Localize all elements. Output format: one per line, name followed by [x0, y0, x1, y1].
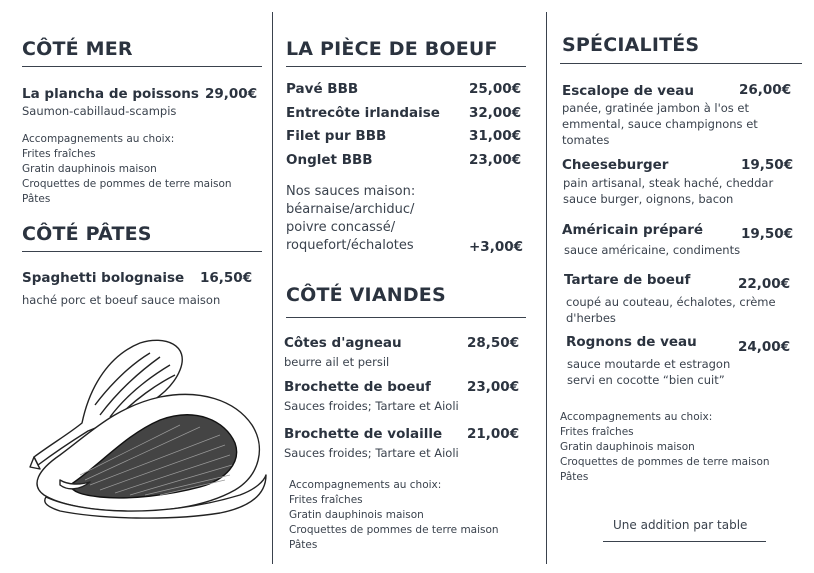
- sides-title: Accompagnements au choix:: [22, 133, 175, 145]
- desc-line: coupé au couteau, échalotes, crème: [566, 295, 776, 309]
- menu-item-price: 24,00€: [738, 339, 791, 355]
- menu-item-price: 23,00€: [469, 152, 522, 168]
- menu-item-desc: Saumon-cabillaud-scampis: [22, 104, 177, 118]
- sauces-line: béarnaise/archiduc/: [286, 202, 415, 217]
- side-item: Gratin dauphinois maison: [289, 509, 424, 521]
- desc-line: servi en cocotte “bien cuit”: [567, 373, 725, 387]
- menu-item-price: 22,00€: [738, 276, 791, 292]
- side-item: Croquettes de pommes de terre maison: [289, 524, 499, 536]
- title-underline: [22, 66, 262, 67]
- footer-note: Une addition par table: [613, 518, 748, 532]
- menu-item-price: 29,00€: [205, 86, 258, 102]
- menu-item-price: 19,50€: [741, 226, 794, 242]
- menu-item-price: 23,00€: [467, 379, 520, 395]
- menu-item-name: Brochette de boeuf: [284, 379, 431, 395]
- section-title-cote-mer: CÔTÉ MER: [22, 38, 133, 60]
- section-title-cote-viandes: CÔTÉ VIANDES: [286, 284, 446, 306]
- column-divider-left: [272, 12, 273, 564]
- menu-item-price: 32,00€: [469, 105, 522, 121]
- side-item: Frites fraîches: [560, 426, 634, 438]
- section-title-specialites: SPÉCIALITÉS: [562, 34, 700, 56]
- meat-illustration: [20, 335, 270, 520]
- sides-title: Accompagnements au choix:: [560, 411, 713, 423]
- sauces-line: roquefort/échalotes: [286, 238, 414, 253]
- side-item: Pâtes: [22, 193, 51, 205]
- sauces-price: +3,00€: [469, 239, 524, 255]
- menu-item-name: Tartare de boeuf: [564, 272, 691, 288]
- title-underline: [560, 63, 802, 64]
- desc-line: tomates: [562, 133, 610, 147]
- menu-item-name: Onglet BBB: [286, 152, 373, 168]
- menu-item-name: Brochette de volaille: [284, 426, 443, 442]
- menu-item-price: 25,00€: [469, 81, 522, 97]
- menu-item-name: Cheeseburger: [562, 157, 669, 173]
- desc-line: panée, gratinée jambon à l'os et: [562, 101, 750, 115]
- menu-item-desc: Sauces froides; Tartare et Aioli: [284, 446, 459, 460]
- menu-item-price: 31,00€: [469, 128, 522, 144]
- sides-block: [289, 478, 499, 553]
- title-underline: [286, 317, 526, 318]
- desc-line: pain artisanal, steak haché, cheddar: [563, 176, 774, 190]
- title-underline: [286, 66, 526, 67]
- side-item: Frites fraîches: [289, 494, 363, 506]
- sauces-line: Nos sauces maison:: [286, 184, 416, 199]
- sides-block: [22, 132, 232, 207]
- menu-item-name: Filet pur BBB: [286, 128, 387, 144]
- desc-line: emmental, sauce champignons et: [562, 117, 758, 131]
- menu-item-desc: haché porc et boeuf sauce maison: [22, 293, 221, 307]
- menu-item-name: La plancha de poissons: [22, 86, 199, 102]
- menu-item-name: Spaghetti bolognaise: [22, 270, 185, 286]
- side-item: Pâtes: [289, 539, 318, 551]
- footer-underline: [603, 541, 766, 542]
- sides-title: Accompagnements au choix:: [289, 479, 442, 491]
- menu-item-name: Rognons de veau: [566, 334, 697, 350]
- desc-line: sauce burger, oignons, bacon: [563, 192, 734, 206]
- menu-item-desc: [563, 175, 773, 207]
- section-title-piece-de-boeuf: LA PIÈCE DE BOEUF: [286, 38, 498, 60]
- side-item: Croquettes de pommes de terre maison: [560, 456, 770, 468]
- sides-block: [560, 410, 770, 485]
- side-item: Gratin dauphinois maison: [22, 163, 157, 175]
- menu-item-price: 28,50€: [467, 335, 520, 351]
- menu-item-desc: [564, 242, 740, 258]
- menu-item-desc: [562, 100, 758, 148]
- section-title-cote-pates: CÔTÉ PÂTES: [22, 223, 152, 245]
- desc-line: d'herbes: [566, 311, 616, 325]
- side-item: Croquettes de pommes de terre maison: [22, 178, 232, 190]
- menu-item-price: 16,50€: [200, 270, 253, 286]
- menu-item-name: Américain préparé: [562, 222, 704, 238]
- desc-line: sauce moutarde et estragon: [567, 357, 731, 371]
- menu-item-name: Entrecôte irlandaise: [286, 105, 440, 121]
- menu-item-name: Côtes d'agneau: [284, 335, 402, 351]
- menu-item-desc: Sauces froides; Tartare et Aioli: [284, 399, 459, 413]
- menu-item-name: Pavé BBB: [286, 81, 359, 97]
- menu-item-desc: [566, 294, 776, 326]
- menu-item-price: 26,00€: [739, 82, 792, 98]
- menu-item-price: 21,00€: [467, 426, 520, 442]
- menu-item-desc: [567, 356, 730, 388]
- desc-line: sauce américaine, condiments: [564, 243, 741, 257]
- side-item: Pâtes: [560, 471, 589, 483]
- menu-item-desc: beurre ail et persil: [284, 355, 390, 369]
- menu-item-name: Escalope de veau: [562, 83, 694, 99]
- menu-item-price: 19,50€: [741, 157, 794, 173]
- title-underline: [22, 251, 262, 252]
- sauces-line: poivre concassé/: [286, 220, 396, 235]
- side-item: Frites fraîches: [22, 148, 96, 160]
- sauces-block: [286, 183, 415, 255]
- side-item: Gratin dauphinois maison: [560, 441, 695, 453]
- column-divider-right: [546, 12, 547, 564]
